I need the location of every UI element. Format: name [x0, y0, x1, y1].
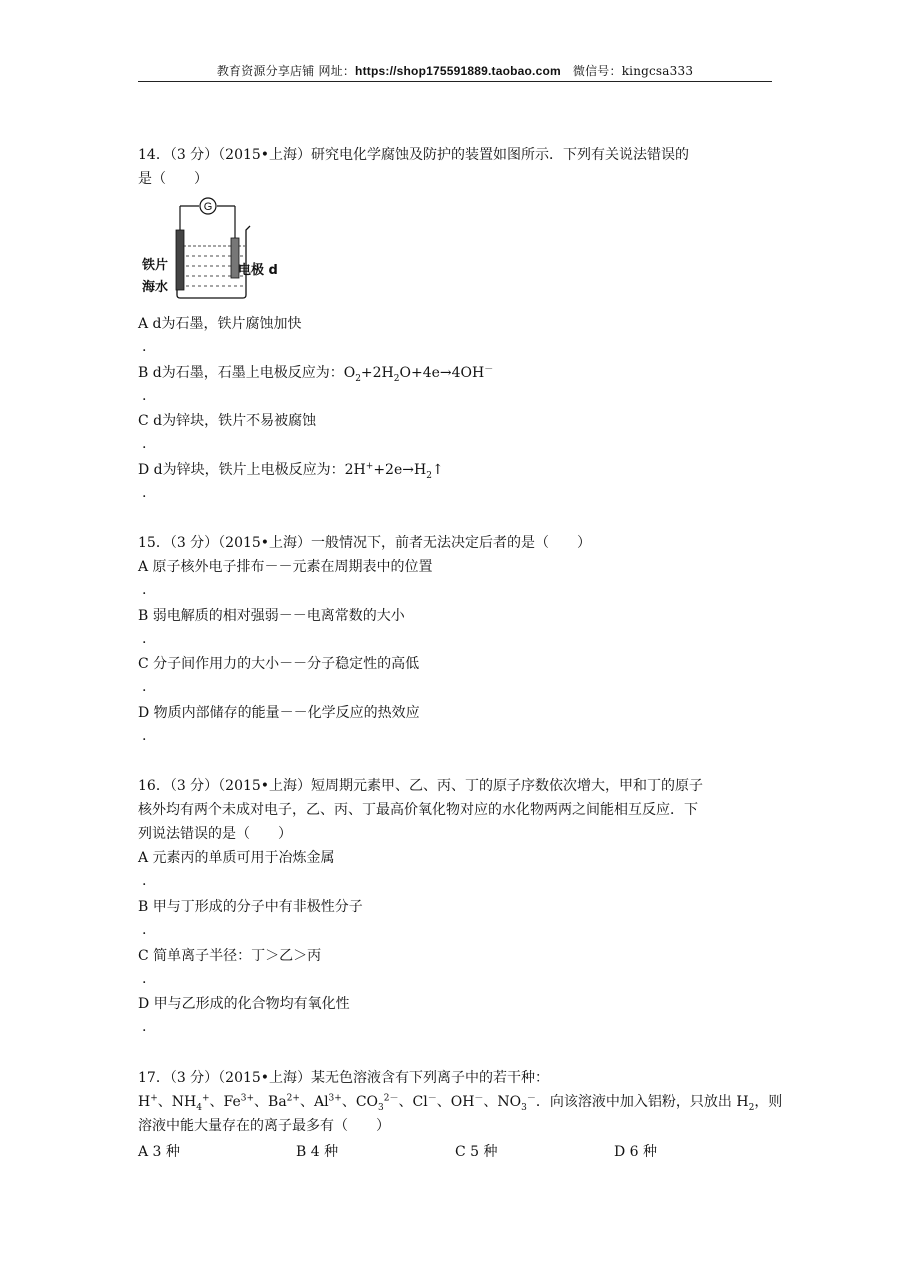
electrochemistry-apparatus-figure: [140, 196, 290, 302]
q16-stem-line2: 核外均有两个未成对电子，乙、丙、丁最高价氧化物对应的水化物两两之间能相互反应．下: [138, 802, 698, 818]
q16-option-d-dot: .: [142, 1019, 147, 1035]
q17-option-c: C 5 种: [455, 1144, 498, 1160]
q14-option-c-dot: .: [142, 436, 147, 452]
q15-option-c-dot: .: [142, 679, 147, 695]
q14-option-b: [138, 362, 493, 384]
q16-option-c: C 简单离子半径：丁＞乙＞丙: [138, 948, 322, 964]
q14-option-a-dot: .: [142, 339, 147, 355]
q14-option-d-dot: .: [142, 485, 147, 501]
q17-option-d: D 6 种: [614, 1144, 658, 1160]
electrode-d-label: 电极 d: [238, 263, 278, 278]
q16-option-a: A 元素丙的单质可用于冶炼金属: [138, 850, 335, 866]
q17-stem-line3: 溶液中能大量存在的离子最多有（ ）: [138, 1118, 390, 1134]
q17-stem-line2-end: ，则: [754, 1094, 783, 1110]
q16-option-a-dot: .: [142, 873, 147, 889]
q15-option-d-dot: .: [142, 728, 147, 744]
q14-option-a: A d为石墨，铁片腐蚀加快: [138, 316, 302, 332]
q16-stem-line1: 16．（3 分）（2015•上海）短周期元素甲、乙、丙、丁的原子序数依次增大，甲和丁的原子: [138, 778, 704, 794]
q15-option-b: B 弱电解质的相对强弱－－电离常数的大小: [138, 608, 405, 624]
galvanometer-label: G: [203, 201, 213, 213]
q17-stem-line2: H+、$NH_4^+$、$Fe^{3+}$、$Ba^{2+}$、$Al^{3+}$、$CO_3^{2-}$、Cl－、OH－、$NO_3^-$．向该溶液中加入铝粉，只放出 $H_2$，则: [138, 1093, 783, 1113]
q17-stem-line2-text: ．向该溶液中加入铝粉，只放出 H: [535, 1094, 749, 1110]
q14-option-c: C d为锌块，铁片不易被腐蚀: [138, 413, 317, 429]
q14-option-d: [138, 459, 444, 481]
q15-stem: 15．（3 分）（2015•上海）一般情况下，前者无法决定后者的是（ ）: [138, 535, 592, 551]
q14-option-b-dot: .: [142, 388, 147, 404]
q15-option-b-dot: .: [142, 631, 147, 647]
q14-option-d-equation: $2H^++2e\to H_2↑$: [344, 461, 444, 481]
q15-option-d: D 物质内部储存的能量－－化学反应的热效应: [138, 705, 420, 721]
q17-ion-list: H+、$NH_4^+$、$Fe^{3+}$、$Ba^{2+}$、$Al^{3+}$、$CO_3^{2-}$、Cl－、OH－、$NO_3^-$: [138, 1093, 536, 1113]
q15-option-a: A 原子核外电子排布－－元素在周期表中的位置: [138, 559, 433, 575]
q14-option-b-equation: $O_2+2H_2O+4e\to 4OH^-$: [343, 364, 494, 384]
shop-label: 教育资源分享店铺 网址：: [216, 64, 356, 78]
shop-url[interactable]: https://shop175591889.taobao.com: [355, 64, 561, 78]
q17-option-a: A 3 种: [138, 1144, 180, 1160]
page-header: [138, 62, 772, 79]
q14-stem-line2: 是（ ）: [138, 171, 208, 187]
q16-option-c-dot: .: [142, 971, 147, 987]
q14-option-b-text: B d为石墨，石墨上电极反应为：: [138, 365, 344, 381]
q16-option-b: B 甲与丁形成的分子中有非极性分子: [138, 899, 363, 915]
q16-option-d: D 甲与乙形成的化合物均有氧化性: [138, 996, 350, 1012]
q15-option-a-dot: .: [142, 582, 147, 598]
wechat-id: 微信号：kingcsa333: [572, 64, 694, 78]
q15-option-c: C 分子间作用力的大小－－分子稳定性的高低: [138, 656, 420, 672]
q17-option-b: B 4 种: [296, 1144, 339, 1160]
q16-option-b-dot: .: [142, 922, 147, 938]
q17-stem-line1: 17．（3 分）（2015•上海）某无色溶液含有下列离子中的若干种：: [138, 1070, 550, 1086]
q14-stem-line1: 14．（3 分）（2015•上海）研究电化学腐蚀及防护的装置如图所示．下列有关说法错误的: [138, 147, 690, 163]
header-divider: [138, 81, 772, 82]
q16-stem-line3: 列说法错误的是（ ）: [138, 826, 292, 842]
seawater-label: 海水: [142, 280, 169, 295]
q14-option-d-text: D d为锌块，铁片上电极反应为：: [138, 462, 345, 478]
iron-plate-label: 铁片: [142, 258, 169, 273]
